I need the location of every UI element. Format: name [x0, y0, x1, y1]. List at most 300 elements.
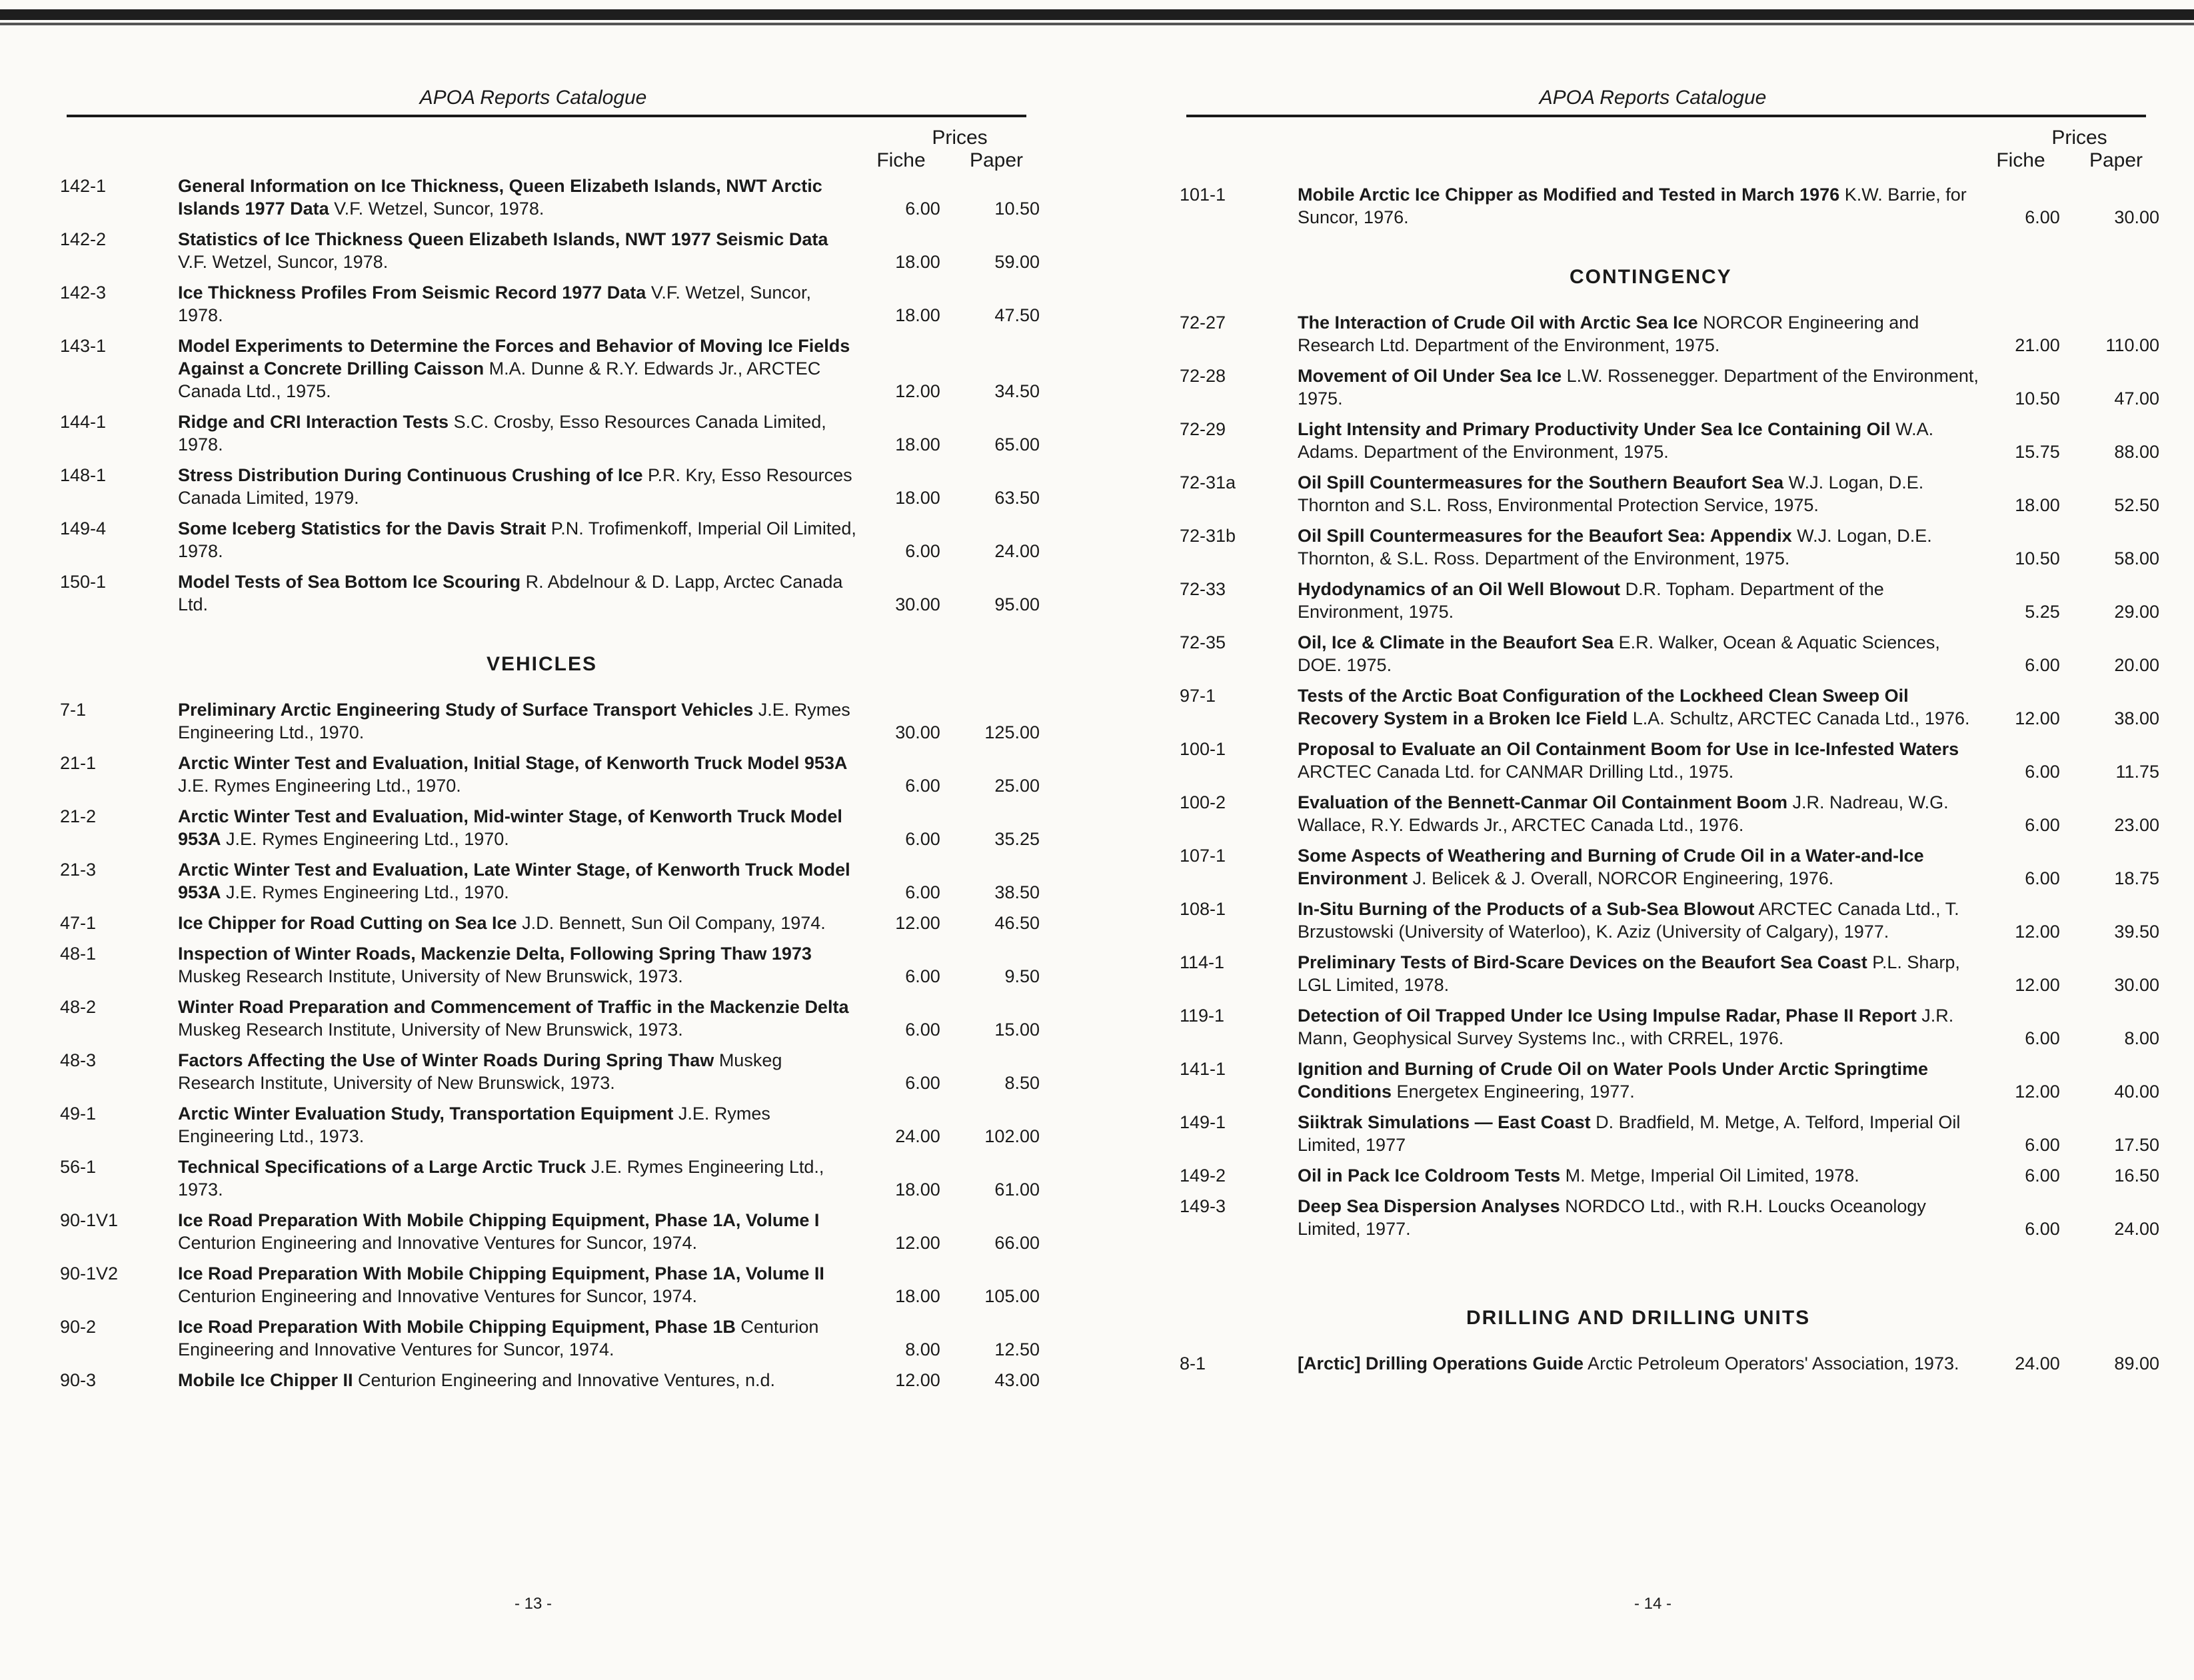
paper-price: 63.50: [994, 488, 1040, 508]
report-author-publisher: Arctic Petroleum Operators' Association, 1973.: [1584, 1353, 1959, 1373]
report-number: 142-2: [60, 229, 107, 249]
report-number: 148-1: [60, 465, 107, 485]
report-title: Arctic Winter Test and Evaluation, Initial Stage, of Kenworth Truck Model 953A: [178, 753, 848, 773]
report-author-publisher: W.A. Adams. Department of the Environment, 1975.: [1298, 419, 1934, 462]
page-number: - 13 -: [514, 1595, 552, 1613]
report-citation: [178, 411, 860, 456]
paper-price: 65.00: [994, 434, 1040, 454]
catalogue-entry: [1160, 578, 2159, 623]
report-number: 114-1: [1180, 952, 1225, 972]
report-number: 72-31a: [1180, 472, 1236, 492]
report-author-publisher: Centurion Engineering and Innovative Ventures for Suncor, 1974.: [178, 1233, 698, 1253]
report-number: 97-1: [1180, 686, 1216, 706]
fiche-column-label: Fiche: [876, 149, 926, 171]
report-title: General Information on Ice Thickness, Queen Elizabeth Islands, NWT Arctic Islands 1977 Data: [178, 176, 822, 219]
report-number: 100-1: [1180, 739, 1226, 759]
fiche-price: 12.00: [2015, 975, 2060, 995]
paper-price: 47.00: [2114, 389, 2159, 409]
report-citation: [178, 942, 860, 988]
prices-column-label: Prices: [2051, 127, 2107, 149]
paper-price: 8.50: [1004, 1073, 1040, 1093]
report-author-publisher: Muskeg Research Institute, University of New Brunswick, 1973.: [178, 1050, 782, 1093]
report-citation: [178, 1369, 860, 1391]
paper-price: 110.00: [2105, 335, 2159, 355]
report-number: 90-1V1: [60, 1210, 119, 1230]
report-citation: [1298, 1164, 1980, 1187]
paper-price: 25.00: [994, 776, 1040, 796]
report-author-publisher: Muskeg Research Institute, University of New Brunswick, 1973.: [178, 1020, 683, 1040]
report-number: 90-1V2: [60, 1263, 119, 1283]
catalogue-entry: [40, 698, 1040, 744]
report-citation: [1298, 1004, 1980, 1050]
report-number: 48-3: [60, 1050, 97, 1070]
report-citation: [1298, 471, 1980, 516]
catalogue-entry: [40, 1156, 1040, 1201]
paper-price: 24.00: [2114, 1219, 2159, 1239]
fiche-price: 18.00: [895, 434, 940, 454]
report-citation: [178, 858, 860, 904]
paper-price: 38.00: [2114, 708, 2159, 728]
fiche-price: 24.00: [895, 1126, 940, 1146]
report-title: Model Experiments to Determine the Forces and Behavior of Moving Ice Fields Against a Concrete Drilling Caisson: [178, 336, 850, 379]
catalogue-entry: [40, 411, 1040, 456]
report-number: 150-1: [60, 572, 107, 592]
report-title: Model Tests of Sea Bottom Ice Scouring: [178, 572, 521, 592]
catalogue-entry: [1160, 684, 2159, 730]
report-title: In-Situ Burning of the Products of a Sub-Sea Blowout: [1298, 899, 1755, 919]
catalogue-entry: [40, 1209, 1040, 1254]
report-citation: [1298, 738, 1980, 783]
report-author-publisher: J.E. Rymes Engineering Ltd., 1973.: [178, 1104, 770, 1146]
catalogue-entry: [40, 1369, 1040, 1391]
report-title: Arctic Winter Test and Evaluation, Mid-winter Stage, of Kenworth Truck Model 953A: [178, 806, 842, 849]
report-author-publisher: V.F. Wetzel, Suncor, 1978.: [329, 199, 545, 219]
fiche-price: 8.00: [905, 1339, 940, 1359]
report-citation: [1298, 684, 1980, 730]
paper-price: 52.50: [2114, 495, 2159, 515]
catalogue-entry: [1160, 791, 2159, 836]
catalogue-entry: [40, 752, 1040, 797]
report-number: 90-3: [60, 1370, 97, 1390]
report-title: Factors Affecting the Use of Winter Roads During Spring Thaw: [178, 1050, 714, 1070]
report-title: [Arctic] Drilling Operations Guide: [1298, 1353, 1584, 1373]
report-citation: [178, 805, 860, 850]
report-citation: [178, 464, 860, 509]
report-number: 143-1: [60, 336, 107, 356]
report-number: 90-2: [60, 1317, 97, 1337]
report-number: 149-1: [1180, 1112, 1226, 1132]
report-citation: [178, 996, 860, 1041]
report-citation: [1298, 791, 1980, 836]
report-number: 107-1: [1180, 846, 1226, 866]
report-citation: [178, 752, 860, 797]
fiche-price: 12.00: [895, 913, 940, 933]
paper-price: 23.00: [2114, 815, 2159, 835]
paper-price: 29.00: [2114, 602, 2159, 622]
catalogue-entry: [40, 912, 1040, 934]
report-title: Stress Distribution During Continuous Crushing of Ice: [178, 465, 643, 485]
catalogue-entry: [1160, 631, 2159, 676]
report-citation: [178, 698, 860, 744]
paper-price: 102.00: [984, 1126, 1040, 1146]
report-number: 119-1: [1180, 1006, 1225, 1026]
paper-price: 34.50: [994, 381, 1040, 401]
catalogue-entry: [40, 1262, 1040, 1307]
report-number: 100-2: [1180, 792, 1226, 812]
catalogue-entry: [40, 464, 1040, 509]
report-number: 72-35: [1180, 632, 1226, 652]
report-author-publisher: D. Bradfield, M. Metge, A. Telford, Imperial Oil Limited, 1977: [1298, 1112, 1961, 1155]
report-title: Ice Chipper for Road Cutting on Sea Ice: [178, 913, 517, 933]
catalogue-entry: [1160, 738, 2159, 783]
report-citation: [1298, 578, 1980, 623]
catalogue-entry: [40, 517, 1040, 562]
fiche-price: 10.50: [2015, 548, 2060, 568]
fiche-price: 30.00: [895, 722, 940, 742]
report-author-publisher: J.E. Rymes Engineering Ltd., 1973.: [178, 1157, 824, 1200]
report-number: 72-31b: [1180, 526, 1236, 546]
fiche-price: 6.00: [905, 541, 940, 561]
fiche-price: 6.00: [2025, 868, 2060, 888]
report-citation: [1298, 365, 1980, 410]
report-citation: [1298, 1058, 1980, 1103]
report-citation: [178, 517, 860, 562]
fiche-price: 18.00: [895, 252, 940, 272]
report-author-publisher: L.W. Rossenegger. Department of the Environment, 1975.: [1298, 366, 1979, 409]
report-author-publisher: J.E. Rymes Engineering Ltd., 1970.: [178, 776, 461, 796]
report-number: 142-1: [60, 176, 107, 196]
report-number: 72-29: [1180, 419, 1226, 439]
report-author-publisher: S.C. Crosby, Esso Resources Canada Limited, 1978.: [178, 412, 826, 454]
catalogue-entry: [1160, 1195, 2159, 1240]
fiche-price: 5.25: [2025, 602, 2060, 622]
report-citation: [178, 1209, 860, 1254]
report-author-publisher: ARCTEC Canada Ltd. for CANMAR Drilling Ltd., 1975.: [1298, 762, 1734, 782]
report-title: Deep Sea Dispersion Analyses: [1298, 1196, 1560, 1216]
catalogue-entry: [1160, 1352, 2159, 1375]
report-number: 21-3: [60, 860, 97, 880]
fiche-price: 15.75: [2015, 442, 2060, 462]
report-number: 21-1: [60, 753, 97, 773]
report-title: Arctic Winter Evaluation Study, Transportation Equipment: [178, 1104, 674, 1124]
report-author-publisher: R. Abdelnour & D. Lapp, Arctec Canada Ltd.: [178, 572, 843, 614]
report-number: 108-1: [1180, 899, 1226, 919]
report-title: Mobile Arctic Ice Chipper as Modified and Tested in March 1976: [1298, 185, 1840, 205]
report-author-publisher: W.J. Logan, D.E. Thornton, & S.L. Ross. Department of the Environment, 1975.: [1298, 526, 1932, 568]
report-title: Mobile Ice Chipper II: [178, 1370, 353, 1390]
fiche-price: 6.00: [905, 199, 940, 219]
report-author-publisher: J.D. Bennett, Sun Oil Company, 1974.: [517, 913, 826, 933]
report-author-publisher: J.E. Rymes Engineering Ltd., 1970.: [221, 829, 509, 849]
section-heading-drilling: DRILLING AND DRILLING UNITS: [1466, 1307, 1811, 1329]
fiche-price: 6.00: [905, 829, 940, 849]
report-number: 142-3: [60, 283, 107, 303]
report-title: Some Iceberg Statistics for the Davis Strait: [178, 518, 547, 538]
report-title: Proposal to Evaluate an Oil Containment Boom for Use in Ice-Infested Waters: [1298, 739, 1959, 759]
catalogue-entry: [1160, 1058, 2159, 1103]
report-author-publisher: Centurion Engineering and Innovative Ventures, n.d.: [353, 1370, 775, 1390]
report-citation: [178, 570, 860, 616]
catalogue-entry: [40, 1049, 1040, 1094]
report-citation: [1298, 951, 1980, 996]
report-title: Oil in Pack Ice Coldroom Tests: [1298, 1166, 1561, 1186]
report-number: 47-1: [60, 913, 97, 933]
report-citation: [178, 1315, 860, 1361]
paper-price: 17.50: [2114, 1135, 2159, 1155]
report-list: [40, 175, 1040, 1399]
report-title: Ice Thickness Profiles From Seismic Record 1977 Data: [178, 283, 646, 303]
report-citation: [1298, 898, 1980, 943]
report-number: 72-33: [1180, 579, 1226, 599]
report-citation: [178, 1102, 860, 1148]
report-title: Preliminary Arctic Engineering Study of Surface Transport Vehicles: [178, 700, 754, 720]
report-title: Light Intensity and Primary Productivity Under Sea Ice Containing Oil: [1298, 419, 1891, 439]
catalogue-entry: [40, 1102, 1040, 1148]
report-citation: [178, 175, 860, 220]
report-citation: [1298, 1352, 1980, 1375]
prices-column-label: Prices: [932, 127, 988, 149]
report-author-publisher: Centurion Engineering and Innovative Ventures for Suncor, 1974.: [178, 1286, 698, 1306]
report-number: 149-3: [1180, 1196, 1226, 1216]
fiche-column-label: Fiche: [1996, 149, 2045, 171]
paper-price: 20.00: [2114, 655, 2159, 675]
report-number: 101-1: [1180, 185, 1226, 205]
page-13: [40, 0, 1040, 1680]
paper-price: 61.00: [994, 1180, 1040, 1200]
fiche-price: 18.00: [2015, 495, 2060, 515]
report-title: Inspection of Winter Roads, Mackenzie Delta, Following Spring Thaw 1973: [178, 944, 812, 964]
report-title: Ice Road Preparation With Mobile Chipping Equipment, Phase 1B: [178, 1317, 736, 1337]
report-citation: [178, 281, 860, 327]
paper-price: 35.25: [994, 829, 1040, 849]
paper-price: 43.00: [994, 1370, 1040, 1390]
paper-column-label: Paper: [2089, 149, 2143, 171]
catalogue-entry: [1160, 1004, 2159, 1050]
paper-price: 46.50: [994, 913, 1040, 933]
catalogue-entry: [1160, 951, 2159, 996]
fiche-price: 6.00: [2025, 655, 2060, 675]
report-title: Statistics of Ice Thickness Queen Elizabeth Islands, NWT 1977 Seismic Data: [178, 229, 828, 249]
catalogue-entry: [40, 942, 1040, 988]
report-author-publisher: M.A. Dunne & R.Y. Edwards Jr., ARCTEC Canada Ltd., 1975.: [178, 359, 821, 401]
paper-price: 8.00: [2124, 1028, 2159, 1048]
fiche-price: 18.00: [895, 1180, 940, 1200]
report-number: 72-27: [1180, 313, 1226, 333]
fiche-price: 6.00: [905, 1020, 940, 1040]
report-title: Some Aspects of Weathering and Burning of Crude Oil in a Water-and-Ice Environment: [1298, 846, 1924, 888]
fiche-price: 6.00: [905, 966, 940, 986]
report-citation: [178, 1262, 860, 1307]
report-number: 141-1: [1180, 1059, 1226, 1079]
catalogue-entry: [40, 335, 1040, 403]
fiche-price: 6.00: [2025, 1135, 2060, 1155]
report-author-publisher: D.R. Topham. Department of the Environment, 1975.: [1298, 579, 1884, 622]
running-header: APOA Reports Catalogue: [419, 87, 647, 109]
catalogue-entry: [40, 281, 1040, 327]
catalogue-entry: [1160, 311, 2159, 357]
report-citation: [1298, 844, 1980, 890]
paper-price: 38.50: [994, 882, 1040, 902]
report-number: 8-1: [1180, 1353, 1206, 1373]
catalogue-entry: [1160, 844, 2159, 890]
fiche-price: 12.00: [895, 1370, 940, 1390]
report-citation: [1298, 1195, 1980, 1240]
paper-price: 30.00: [2114, 207, 2159, 227]
fiche-price: 12.00: [2015, 708, 2060, 728]
report-title: Detection of Oil Trapped Under Ice Using Impulse Radar, Phase II Report: [1298, 1006, 1917, 1026]
section-heading-vehicles: VEHICLES: [487, 653, 598, 675]
page-number: - 14 -: [1634, 1595, 1671, 1613]
paper-price: 59.00: [994, 252, 1040, 272]
running-header: APOA Reports Catalogue: [1539, 87, 1767, 109]
paper-price: 18.75: [2114, 868, 2159, 888]
report-citation: [178, 1156, 860, 1201]
report-author-publisher: NORDCO Ltd., with R.H. Loucks Oceanology Limited, 1977.: [1298, 1196, 1926, 1239]
report-title: Oil, Ice & Climate in the Beaufort Sea: [1298, 632, 1614, 652]
report-author-publisher: J.R. Mann, Geophysical Survey Systems Inc., with CRREL, 1976.: [1298, 1006, 1954, 1048]
report-title: Evaluation of the Bennett-Canmar Oil Containment Boom: [1298, 792, 1788, 812]
fiche-price: 6.00: [2025, 1028, 2060, 1048]
paper-price: 105.00: [984, 1286, 1040, 1306]
paper-price: 58.00: [2114, 548, 2159, 568]
report-author-publisher: V.F. Wetzel, Suncor, 1978.: [178, 252, 389, 272]
report-title: Siiktrak Simulations — East Coast: [1298, 1112, 1591, 1132]
report-number: 21-2: [60, 806, 97, 826]
report-list: [1160, 183, 2159, 1383]
catalogue-entry: [1160, 365, 2159, 410]
report-author-publisher: NORCOR Engineering and Research Ltd. Department of the Environment, 1975.: [1298, 313, 1919, 355]
fiche-price: 6.00: [2025, 815, 2060, 835]
fiche-price: 12.00: [2015, 922, 2060, 942]
paper-price: 39.50: [2114, 922, 2159, 942]
report-author-publisher: P.L. Sharp, LGL Limited, 1978.: [1298, 952, 1960, 995]
report-number: 48-2: [60, 997, 97, 1017]
fiche-price: 6.00: [2025, 762, 2060, 782]
report-author-publisher: P.R. Kry, Esso Resources Canada Limited, 1979.: [178, 465, 852, 508]
fiche-price: 30.00: [895, 594, 940, 614]
paper-price: 47.50: [994, 305, 1040, 325]
fiche-price: 12.00: [895, 1233, 940, 1253]
catalogue-entry: [1160, 183, 2159, 229]
report-author-publisher: M. Metge, Imperial Oil Limited, 1978.: [1560, 1166, 1859, 1186]
page-14: [1160, 0, 2159, 1680]
report-author-publisher: J. Belicek & J. Overall, NORCOR Engineering, 1976.: [1408, 868, 1834, 888]
report-number: 144-1: [60, 412, 107, 432]
report-author-publisher: J.E. Rymes Engineering Ltd., 1970.: [178, 700, 850, 742]
fiche-price: 6.00: [2025, 207, 2060, 227]
report-author-publisher: Centurion Engineering and Innovative Ventures for Suncor, 1974.: [178, 1317, 819, 1359]
report-citation: [1298, 311, 1980, 357]
report-number: 48-1: [60, 944, 97, 964]
report-number: 72-28: [1180, 366, 1226, 386]
report-citation: [1298, 1111, 1980, 1156]
report-citation: [178, 912, 860, 934]
catalogue-entry: [1160, 524, 2159, 570]
report-author-publisher: Muskeg Research Institute, University of New Brunswick, 1973.: [178, 966, 683, 986]
report-author-publisher: Energetex Engineering, 1977.: [1391, 1082, 1635, 1102]
catalogue-entry: [40, 570, 1040, 616]
report-number: 149-4: [60, 518, 107, 538]
report-author-publisher: P.N. Trofimenkoff, Imperial Oil Limited, 1978.: [178, 518, 856, 561]
catalogue-entry: [1160, 898, 2159, 943]
catalogue-entry: [1160, 1164, 2159, 1187]
fiche-price: 6.00: [2025, 1166, 2060, 1186]
fiche-price: 21.00: [2015, 335, 2060, 355]
fiche-price: 18.00: [895, 1286, 940, 1306]
header-rule: [1186, 115, 2146, 117]
report-title: Ice Road Preparation With Mobile Chipping Equipment, Phase 1A, Volume II: [178, 1263, 824, 1283]
report-citation: [178, 228, 860, 273]
fiche-price: 6.00: [905, 882, 940, 902]
report-title: The Interaction of Crude Oil with Arctic Sea Ice: [1298, 313, 1698, 333]
report-citation: [178, 335, 860, 403]
paper-price: 40.00: [2114, 1082, 2159, 1102]
fiche-price: 12.00: [2015, 1082, 2060, 1102]
report-author-publisher: E.R. Walker, Ocean & Aquatic Sciences, DOE. 1975.: [1298, 632, 1940, 675]
catalogue-entry: [40, 1315, 1040, 1361]
report-title: Technical Specifications of a Large Arctic Truck: [178, 1157, 586, 1177]
paper-price: 30.00: [2114, 975, 2159, 995]
catalogue-entry: [40, 996, 1040, 1041]
paper-price: 11.75: [2115, 762, 2159, 782]
paper-price: 95.00: [994, 594, 1040, 614]
report-citation: [1298, 183, 1980, 229]
report-title: Ridge and CRI Interaction Tests: [178, 412, 449, 432]
report-citation: [1298, 418, 1980, 463]
report-title: Ice Road Preparation With Mobile Chipping Equipment, Phase 1A, Volume I: [178, 1210, 820, 1230]
catalogue-entry: [1160, 418, 2159, 463]
fiche-price: 24.00: [2015, 1353, 2060, 1373]
report-title: Winter Road Preparation and Commencement of Traffic in the Mackenzie Delta: [178, 997, 849, 1017]
fiche-price: 10.50: [2015, 389, 2060, 409]
report-title: Tests of the Arctic Boat Configuration of the Lockheed Clean Sweep Oil Recovery System in a Broken Ice Field: [1298, 686, 1909, 728]
paper-price: 15.00: [994, 1020, 1040, 1040]
report-citation: [1298, 524, 1980, 570]
paper-price: 9.50: [1004, 966, 1040, 986]
report-title: Arctic Winter Test and Evaluation, Late Winter Stage, of Kenworth Truck Model 953A: [178, 860, 850, 902]
report-author-publisher: J.E. Rymes Engineering Ltd., 1970.: [221, 882, 509, 902]
report-author-publisher: ARCTEC Canada Ltd., T. Brzustowski (University of Waterloo), K. Aziz (University of Calgary), 1977.: [1298, 899, 1959, 942]
report-number: 149-2: [1180, 1166, 1226, 1186]
catalogue-entry: [1160, 1111, 2159, 1156]
paper-column-label: Paper: [969, 149, 1024, 171]
fiche-price: 18.00: [895, 305, 940, 325]
paper-price: 12.50: [994, 1339, 1040, 1359]
paper-price: 16.50: [2114, 1166, 2159, 1186]
catalogue-entry: [40, 805, 1040, 850]
paper-price: 88.00: [2114, 442, 2159, 462]
fiche-price: 18.00: [895, 488, 940, 508]
report-author-publisher: V.F. Wetzel, Suncor, 1978.: [178, 283, 811, 325]
report-title: Movement of Oil Under Sea Ice: [1298, 366, 1562, 386]
report-number: 56-1: [60, 1157, 97, 1177]
section-heading-contingency: CONTINGENCY: [1570, 266, 1732, 288]
catalogue-entry: [40, 175, 1040, 220]
catalogue-entry: [40, 228, 1040, 273]
catalogue-entry: [40, 858, 1040, 904]
report-number: 49-1: [60, 1104, 97, 1124]
header-rule: [67, 115, 1026, 117]
report-title: Hydodynamics of an Oil Well Blowout: [1298, 579, 1621, 599]
report-author-publisher: W.J. Logan, D.E. Thornton and S.L. Ross, Environmental Protection Service, 1975.: [1298, 472, 1924, 515]
report-author-publisher: L.A. Schultz, ARCTEC Canada Ltd., 1976.: [1628, 708, 1970, 728]
report-citation: [1298, 631, 1980, 676]
fiche-price: 6.00: [905, 1073, 940, 1093]
paper-price: 66.00: [994, 1233, 1040, 1253]
report-title: Preliminary Tests of Bird-Scare Devices on the Beaufort Sea Coast: [1298, 952, 1867, 972]
report-citation: [178, 1049, 860, 1094]
report-author-publisher: K.W. Barrie, for Suncor, 1976.: [1298, 185, 1967, 227]
